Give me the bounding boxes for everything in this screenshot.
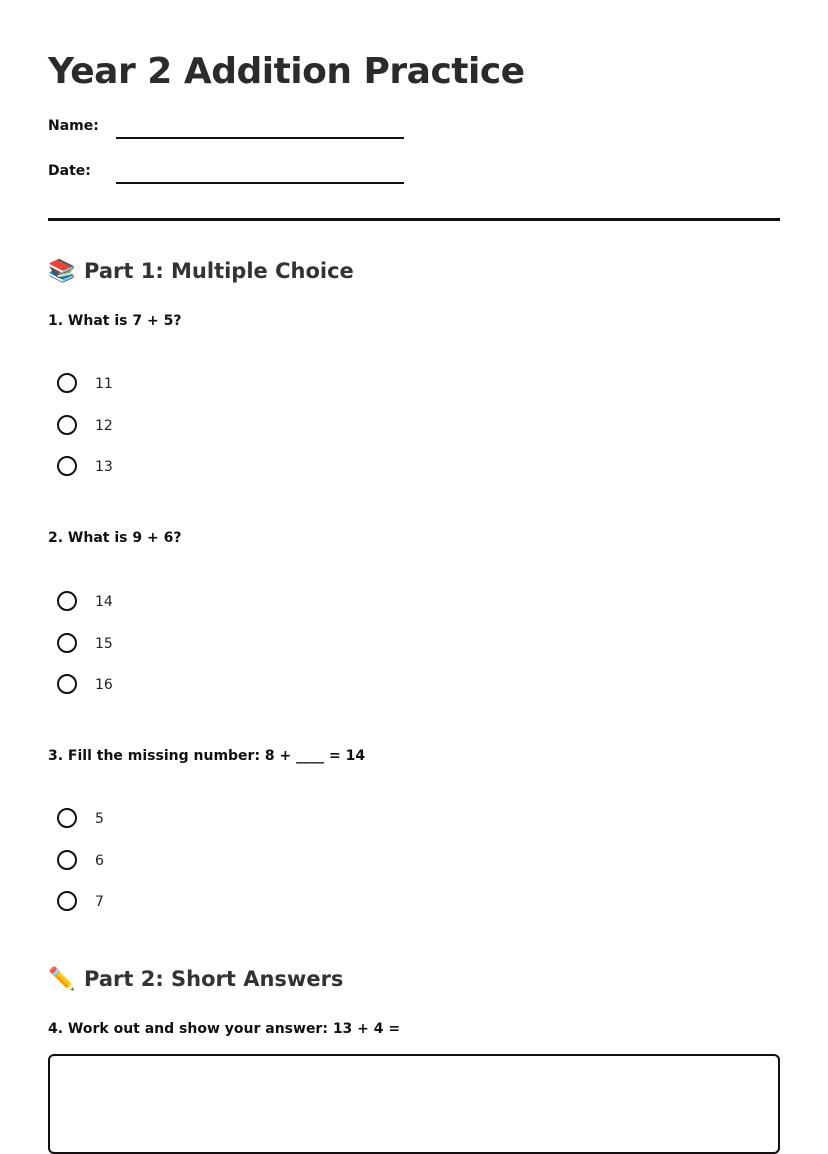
question-1: 1. What is 7 + 5?: [48, 313, 182, 329]
radio-button[interactable]: [57, 415, 77, 435]
date-line[interactable]: [116, 182, 404, 184]
name-field-row: [48, 116, 408, 140]
question-2: 2. What is 9 + 6?: [48, 530, 182, 546]
pencil-icon: ✏️: [48, 967, 76, 992]
part1-heading-text: Part 1: Multiple Choice: [84, 259, 354, 283]
option-label: 11: [95, 376, 113, 392]
part2-heading-text: Part 2: Short Answers: [84, 967, 344, 991]
question-4: 4. Work out and show your answer: 13 + 4 =: [48, 1021, 401, 1037]
option-label: 6: [95, 852, 104, 869]
option-label: 7: [95, 894, 104, 910]
radio-button[interactable]: [57, 891, 77, 911]
option-label: 14: [95, 594, 113, 610]
answer-box[interactable]: [48, 1054, 780, 1154]
radio-button[interactable]: [57, 456, 77, 476]
books-icon: 📚: [48, 259, 76, 284]
option-label: 16: [95, 677, 113, 693]
radio-button[interactable]: [57, 674, 77, 694]
question-3: 3. Fill the missing number: 8 + ____ = 14: [48, 748, 366, 764]
radio-button[interactable]: [57, 808, 77, 828]
page-title: Year 2 Addition Practice: [48, 51, 525, 92]
radio-button[interactable]: [57, 373, 77, 393]
radio-button[interactable]: [57, 633, 77, 653]
date-label: Date:: [48, 163, 91, 179]
option-label: 15: [95, 635, 113, 652]
part2-heading: [48, 965, 343, 994]
option-label: 5: [95, 811, 104, 827]
name-line[interactable]: [116, 137, 404, 139]
name-label: Name:: [48, 118, 99, 134]
date-field-row: [48, 161, 408, 185]
part1-heading: [48, 257, 354, 286]
radio-button[interactable]: [57, 591, 77, 611]
option-label: 13: [95, 459, 113, 475]
radio-button[interactable]: [57, 850, 77, 870]
header-divider: [48, 218, 780, 221]
option-label: 12: [95, 417, 113, 434]
